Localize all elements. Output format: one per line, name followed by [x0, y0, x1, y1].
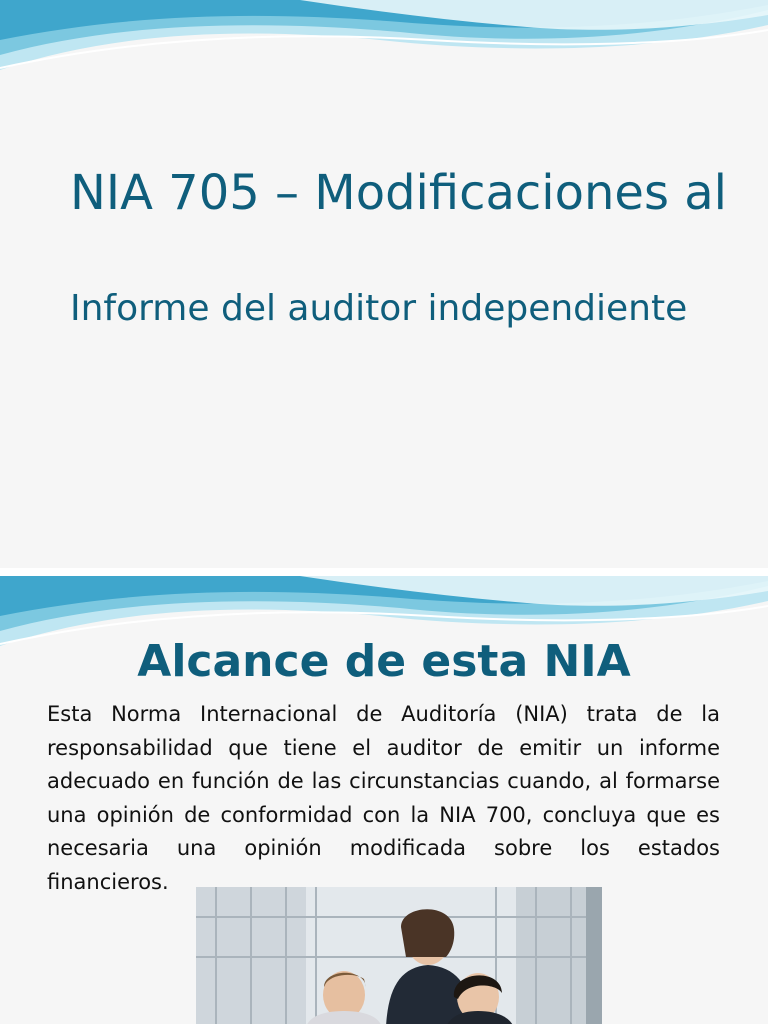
slide-subtitle: Informe del auditor independiente [70, 288, 688, 329]
section-title: Alcance de esta NIA [137, 636, 631, 687]
slide-title: NIA 705 – Modificaciones al [70, 165, 727, 221]
body-paragraph: Esta Norma Internacional de Auditoría (NIA) trata de la responsabilidad que tiene el auditor de emitir un informe adecuado en función de las circunstancias cuando, al formarse una opinión de conformidad con la NIA 700, concluya que es necesaria una opinión modificada sobre los estados financieros. [47, 702, 720, 894]
slide-separator [0, 568, 768, 576]
content-slide [0, 576, 768, 1024]
office-team-photo [196, 887, 602, 1024]
header-wave-decoration [0, 0, 768, 90]
